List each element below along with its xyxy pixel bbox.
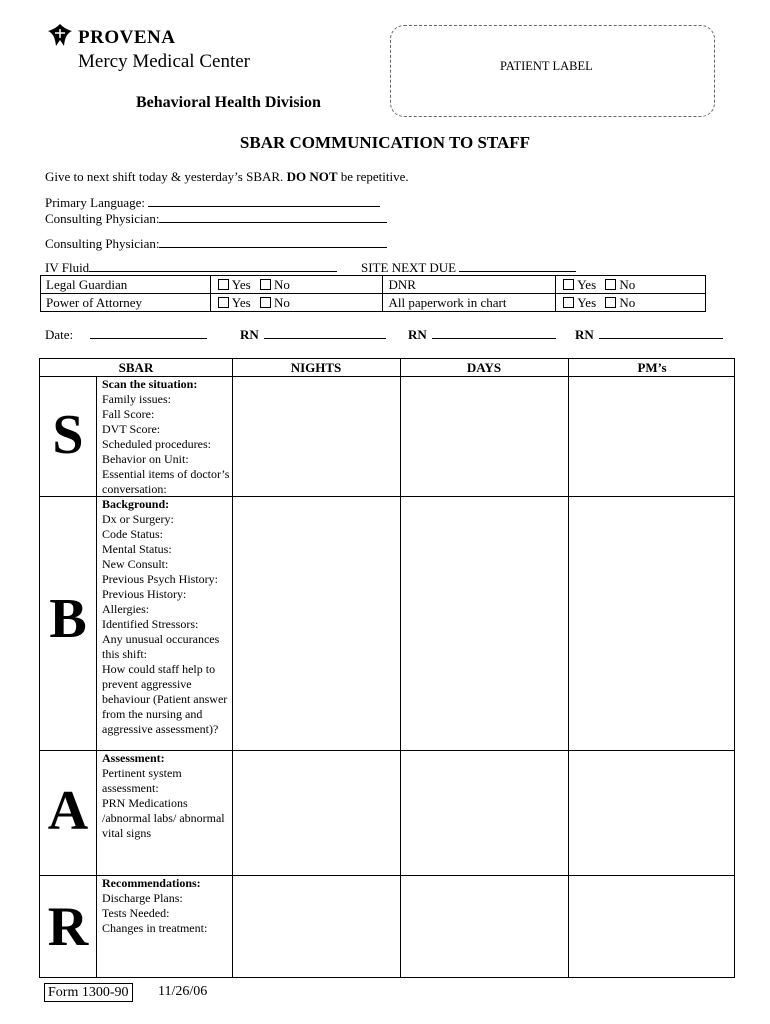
checkbox-icon[interactable] [218,297,229,308]
instruction-suffix: be repetitive. [337,169,409,184]
page-title: SBAR COMMUNICATION TO STAFF [239,133,531,152]
checkbox-icon[interactable] [218,279,229,290]
pms-entry-r[interactable] [569,876,734,977]
prompt-item: Fall Score: [102,407,155,421]
pms-entry-s[interactable] [569,377,734,496]
site-next-due-line[interactable] [459,259,576,272]
section-heading: Scan the situation: [102,377,198,391]
days-entry-a[interactable] [401,751,568,875]
instruction-prefix: Give to next shift today & yesterday’s SBAR. [45,169,287,184]
consulting-physician-label-2: Consulting Physician: [45,236,160,251]
consulting-physician-field-1[interactable] [45,210,387,227]
patient-label-text: PATIENT LABEL [500,59,593,73]
prompt-item: Previous Psych History: [102,572,219,586]
sbar-table [39,358,735,978]
organization-name: Mercy Medical Center [78,51,250,72]
prompt-item: Pertinent system assessment: [102,766,182,795]
iv-fluid-label: IV Fluid [45,260,90,275]
no-label: No [619,276,636,292]
legal-guardian-options [210,276,383,294]
section-heading: Background: [102,497,170,511]
consulting-physician-field-2[interactable] [45,235,387,252]
prompt-item: Essential items of doctor’s conversation: [102,467,230,496]
yes-label: Yes [577,276,597,292]
status-table [40,275,706,312]
dnr-label: DNR [383,276,556,294]
prompt-item: Family issues: [102,392,172,406]
checkbox-icon[interactable] [605,279,616,290]
days-entry-s[interactable] [401,377,568,496]
instruction-emphasis: DO NOT [286,169,338,184]
consulting-physician-line-2[interactable] [159,235,387,248]
prompt-item: Code Status: [102,527,164,541]
days-entry-b[interactable] [401,497,568,750]
dnr-options [556,276,706,294]
nights-entry-s[interactable] [233,377,400,496]
status-row-power-of-attorney [41,294,706,312]
rn-field-3[interactable] [575,326,723,343]
rn-label-1: RN [240,327,259,342]
prompt-item: Mental Status: [102,542,172,556]
date-label: Date: [45,327,74,342]
nights-entry-b[interactable] [233,497,400,750]
section-letter-b: B [49,588,87,650]
checkbox-icon[interactable] [563,279,574,290]
prompt-item: Any unusual occurances this shift: [102,632,220,661]
consulting-physician-line-1[interactable] [159,210,387,223]
nights-entry-a[interactable] [233,751,400,875]
section-letter-a: A [47,780,89,842]
prompt-item: Allergies: [102,602,150,616]
section-prompt-b [102,497,232,737]
checkbox-icon[interactable] [563,297,574,308]
form-number: Form 1300-90 [44,983,133,1002]
prompt-item: Identified Stressors: [102,617,199,631]
section-letter-s: S [52,404,84,466]
primary-language-label: Primary Language: [45,195,145,210]
power-of-attorney-label: Power of Attorney [41,294,211,312]
primary-language-line[interactable] [148,194,380,207]
column-header-sbar: SBAR [118,360,154,375]
rn-label-3: RN [575,327,594,342]
instruction-text [45,169,409,185]
status-row-legal-guardian [41,276,706,294]
site-next-due-label: SITE NEXT DUE [361,260,457,275]
prompt-item: Discharge Plans: [102,891,183,905]
prompt-item: New Consult: [102,557,169,571]
division-name: Behavioral Health Division [136,94,321,111]
checkbox-icon[interactable] [260,297,271,308]
prompt-item: Scheduled procedures: [102,437,211,451]
divider [96,377,97,977]
rn-line-3[interactable] [599,326,723,339]
section-prompt-r [102,876,232,936]
column-header-nights: NIGHTS [290,360,342,375]
nights-entry-r[interactable] [233,876,400,977]
pms-entry-a[interactable] [569,751,734,875]
power-of-attorney-options [210,294,383,312]
column-header-pms: PM’s [637,360,667,375]
brand-name: PROVENA [78,27,176,48]
prompt-item: DVT Score: [102,422,161,436]
site-next-due-field[interactable] [361,259,576,276]
prompt-item: Changes in treatment: [102,921,208,935]
section-prompt-s [102,377,232,497]
date-field[interactable] [45,326,207,343]
provena-logo-icon [46,22,74,48]
section-prompt-a [102,751,232,841]
yes-label: Yes [231,276,251,292]
column-header-days: DAYS [466,360,502,375]
no-label: No [273,276,290,292]
paperwork-options [556,294,706,312]
yes-label: Yes [577,294,597,310]
checkbox-icon[interactable] [605,297,616,308]
primary-language-field[interactable] [45,194,380,211]
no-label: No [273,294,290,310]
legal-guardian-label: Legal Guardian [41,276,211,294]
days-entry-r[interactable] [401,876,568,977]
prompt-item: How could staff help to prevent aggressive behaviour (Patient answer from the nursing and aggressive assessment)? [102,662,228,736]
prompt-item: Dx or Surgery: [102,512,174,526]
consulting-physician-label-1: Consulting Physician: [45,211,160,226]
prompt-item: PRN Medications /abnormal labs/ abnormal vital signs [102,796,225,840]
iv-fluid-line[interactable] [89,259,337,272]
prompt-item: Tests Needed: [102,906,170,920]
rn-field-2[interactable] [408,326,556,343]
date-line[interactable] [90,326,207,339]
section-letter-r: R [47,896,89,958]
rn-field-1[interactable] [240,326,386,343]
pms-entry-b[interactable] [569,497,734,750]
checkbox-icon[interactable] [260,279,271,290]
rn-line-1[interactable] [264,326,386,339]
prompt-item: Behavior on Unit: [102,452,189,466]
iv-fluid-field[interactable] [45,259,337,276]
rn-label-2: RN [408,327,427,342]
section-heading: Recommendations: [102,876,201,890]
no-label: No [619,294,636,310]
prompt-item: Previous History: [102,587,187,601]
section-heading: Assessment: [102,751,165,765]
rn-line-2[interactable] [432,326,556,339]
paperwork-label: All paperwork in chart [383,294,556,312]
form-date: 11/26/06 [158,984,208,999]
yes-label: Yes [231,294,251,310]
